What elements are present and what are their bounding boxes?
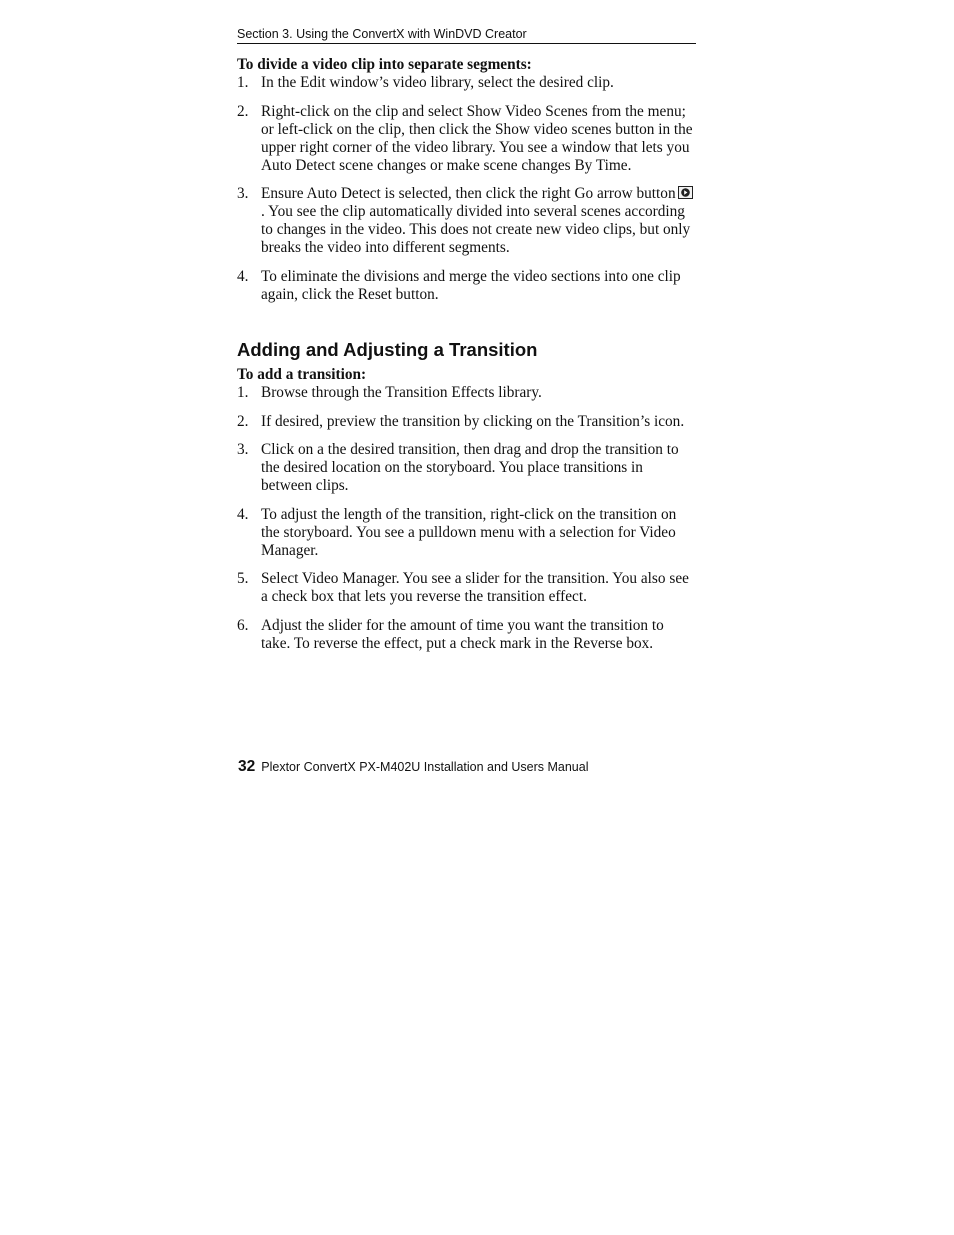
step-text: Adjust the slider for the amount of time you want the transition to take. To reverse the effect, put a check mark in the Reverse box. — [261, 616, 664, 652]
list-item — [237, 413, 696, 431]
step-text: If desired, preview the transition by clicking on the Transition’s icon. — [261, 412, 685, 430]
page-footer — [238, 758, 588, 776]
transition-procedure-heading: To add a transition: — [237, 366, 367, 383]
step-text-after-icon: . You see the clip automatically divided into several scenes according to changes in the video. This does not create new video clips, but only breaks the video into different segments. — [261, 203, 691, 256]
list-item — [237, 617, 696, 653]
step-number: 1. — [237, 74, 249, 91]
step-number: 3. — [237, 441, 249, 458]
step-number: 2. — [237, 412, 249, 430]
list-item — [237, 74, 696, 92]
step-number: 3. — [237, 185, 249, 202]
step-text-before-icon: Ensure Auto Detect is selected, then click the right Go arrow button — [261, 185, 676, 202]
list-item — [237, 103, 696, 175]
list-item — [237, 506, 696, 560]
list-item — [237, 185, 696, 257]
running-header — [237, 27, 696, 44]
step-number: 6. — [237, 616, 249, 634]
step-text: Select Video Manager. You see a slider for the transition. You also see a check box that lets you reverse the transition effect. — [261, 570, 689, 605]
step-number: 4. — [237, 505, 249, 523]
step-text: To eliminate the divisions and merge the video sections into one clip again, click the Reset button. — [261, 267, 681, 303]
step-number: 5. — [237, 570, 249, 587]
step-text: In the Edit window’s video library, select the desired clip. — [261, 74, 614, 91]
step-number: 4. — [237, 267, 249, 285]
list-item — [237, 570, 696, 606]
step-text: Browse through the Transition Effects library. — [261, 384, 542, 401]
step-number: 2. — [237, 102, 249, 120]
step-text: Right-click on the clip and select Show Video Scenes from the menu; or left-click on the clip, then click the Show video scenes button in the upper right corner of the video library. You see a window that lets you Auto Detect scene changes or make scene changes By Time. — [261, 102, 693, 174]
section-label: Section 3. Using the ConvertX with WinDVD Creator — [237, 27, 527, 41]
manual-title: Plextor ConvertX PX-M402U Installation and Users Manual — [261, 760, 589, 774]
transition-steps-list — [237, 384, 696, 663]
step-text: Click on a the desired transition, then drag and drop the transition to the desired location on the storyboard. You place transitions in between clips. — [261, 441, 679, 494]
section-title: Adding and Adjusting a Transition — [237, 339, 538, 360]
page-number: 32 — [238, 758, 256, 775]
divide-procedure-heading: To divide a video clip into separate segments: — [237, 56, 532, 73]
divide-steps-list — [237, 74, 696, 314]
step-number: 1. — [237, 384, 249, 401]
list-item — [237, 441, 696, 495]
step-text: To adjust the length of the transition, right-click on the transition on the storyboard. You see a pulldown menu with a selection for Video Manager. — [261, 505, 677, 559]
list-item — [237, 268, 696, 304]
go-arrow-icon — [678, 186, 693, 199]
list-item — [237, 384, 696, 402]
